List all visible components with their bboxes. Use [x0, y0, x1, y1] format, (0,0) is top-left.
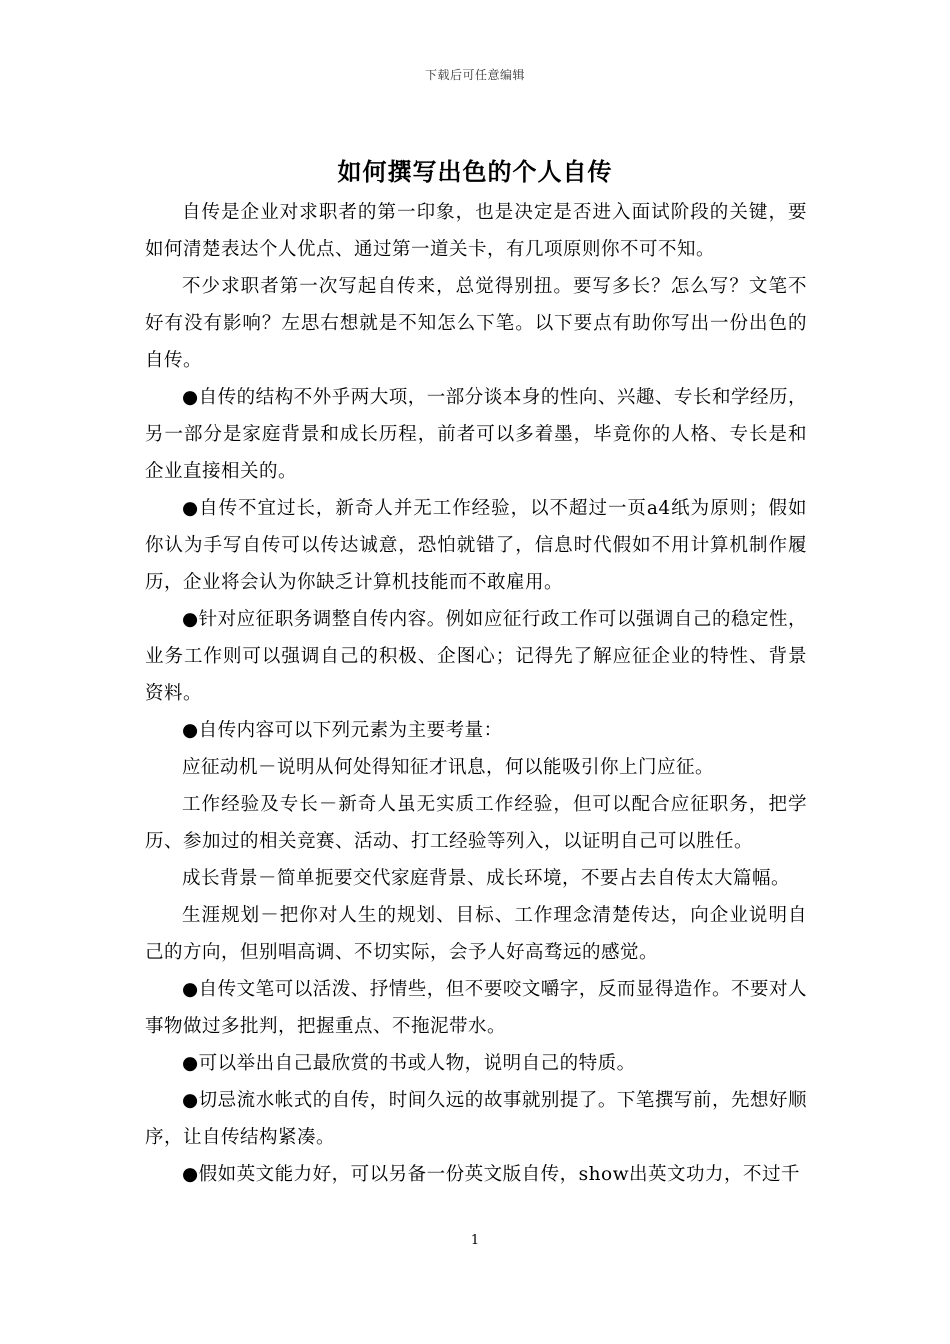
paragraph: 成长背景－简单扼要交代家庭背景、成长环境，不要占去自传太大篇幅。	[182, 868, 791, 889]
document-title: 如何撰写出色的个人自传	[337, 157, 613, 186]
bullet-paragraph: ●自传文笔可以活泼、抒情些，但不要咬文嚼字，反而显得造作。不要对人事物做过多批判，把握重点、不拖泥带水。	[145, 979, 807, 1037]
paragraph: 自传是企业对求职者的第一印象，也是决定是否进入面试阶段的关键，要如何清楚表达个人优点、通过第一道关卡，有几项原则你不可不知。	[145, 202, 807, 260]
bullet-paragraph: ●自传的结构不外乎两大项，一部分谈本身的性向、兴趣、专长和学经历，另一部分是家庭背景和成长历程，前者可以多着墨，毕竟你的人格、专长是和企业直接相关的。	[145, 387, 807, 482]
bullet-paragraph: ●自传内容可以下列元素为主要考量：	[182, 720, 503, 741]
bullet-paragraph: ●自传不宜过长，新奇人并无工作经验，以不超过一页a4纸为原则；假如你认为手写自传可以传达诚意，恐怕就错了，信息时代假如不用计算机制作履历，企业将会认为你缺乏计算机技能而不敢雇用。	[145, 498, 807, 593]
paragraph: 工作经验及专长－新奇人虽无实质工作经验，但可以配合应征职务，把学历、参加过的相关竞赛、活动、打工经验等列入，以证明自己可以胜任。	[145, 794, 807, 852]
paragraph: 不少求职者第一次写起自传来，总觉得别扭。要写多长？怎么写？文笔不好有没有影响？左思右想就是不知怎么下笔。以下要点有助你写出一份出色的自传。	[145, 276, 807, 371]
bullet-paragraph: ●假如英文能力好，可以另备一份英文版自传，show出英文功力，不过千	[182, 1164, 801, 1185]
bullet-paragraph: ●针对应征职务调整自传内容。例如应征行政工作可以强调自己的稳定性，业务工作则可以强调自己的积极、企图心；记得先了解应征企业的特性、背景资料。	[145, 609, 807, 704]
paragraph: 生涯规划－把你对人生的规划、目标、工作理念清楚传达，向企业说明自己的方向，但别唱高调、不切实际，会予人好高骛远的感觉。	[145, 905, 807, 963]
bullet-paragraph: ●切忌流水帐式的自传，时间久远的故事就别提了。下笔撰写前，先想好顺序，让自传结构紧凑。	[145, 1090, 807, 1148]
page-number: 1	[470, 1233, 480, 1248]
paragraph: 应征动机－说明从何处得知征才讯息，何以能吸引你上门应征。	[182, 757, 715, 778]
header-note: 下载后可任意编辑	[424, 68, 525, 82]
bullet-paragraph: ●可以举出自己最欣赏的书或人物，说明自己的特质。	[182, 1053, 636, 1074]
document-body	[145, 194, 807, 1193]
